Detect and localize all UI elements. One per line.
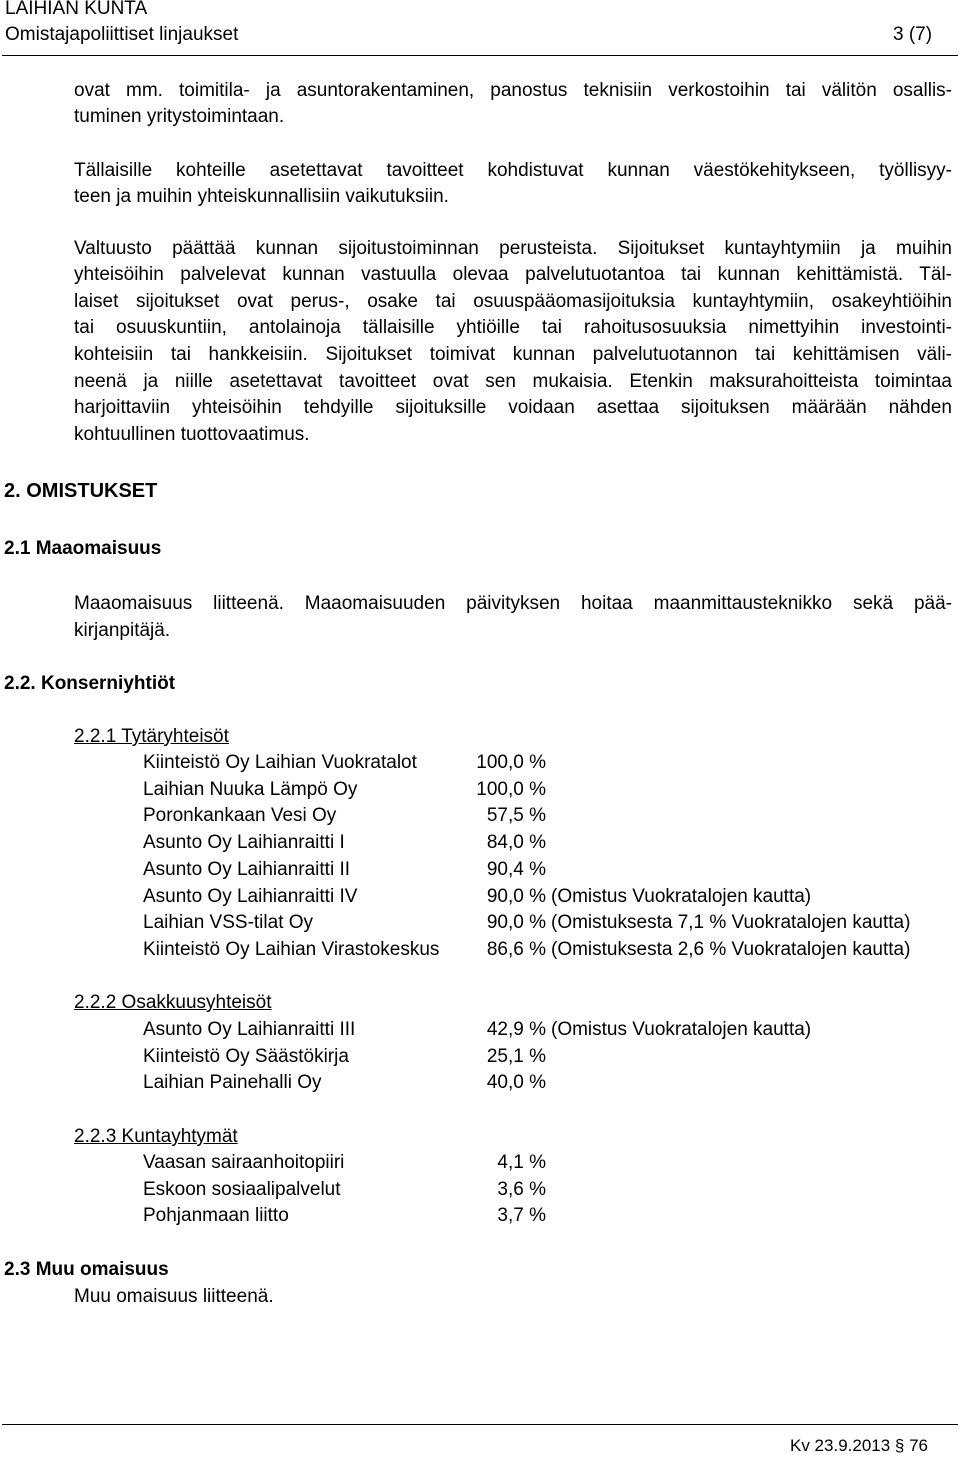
holding-name: Asunto Oy Laihianraitti I <box>143 832 345 854</box>
para3-line-8: kohtuullinen tuottovaatimus. <box>74 424 310 445</box>
document-title: Omistajapoliittiset linjaukset <box>5 24 239 45</box>
section-2-1-line-2: kirjanpitäjä. <box>74 620 171 641</box>
holding-name: Laihian Painehalli Oy <box>143 1072 322 1094</box>
holding-percentage: 90,4 % <box>486 858 546 880</box>
consortia-heading: 2.2.3 Kuntayhtymät <box>74 1126 238 1147</box>
para2-line-2: teen ja muihin yhteiskunnallisiin vaikutuksiin. <box>74 186 449 207</box>
holding-percentage: 3,7 % <box>497 1205 546 1227</box>
holding-note: (Omistus Vuokratalojen kautta) <box>551 1019 812 1040</box>
holding-percentage: 42,9 % <box>486 1019 546 1040</box>
holding-name: Laihian VSS-tilat Oy <box>143 912 314 934</box>
section-2-3-heading: 2.3 Muu omaisuus <box>4 1259 169 1280</box>
holding-percentage: 90,0 % <box>486 912 546 934</box>
holding-percentage: 4,1 % <box>497 1152 546 1173</box>
holding-name: Laihian Nuuka Lämpö Oy <box>143 778 358 800</box>
section-2-1-heading: 2.1 Maaomaisuus <box>4 538 162 559</box>
section-2-heading: 2. OMISTUKSET <box>4 480 158 502</box>
para3-line-4: tai osuuskuntiin, antolainoja tällaisille yhtiöille tai rahoitusosuuksia nimettyihin investointi- <box>74 317 952 338</box>
holding-name: Asunto Oy Laihianraitti IV <box>143 885 358 907</box>
page-number: 3 (7) <box>893 24 933 45</box>
section-2-1-line-1: Maaomaisuus liitteenä. Maaomaisuuden päivityksen hoitaa maanmittausteknikko sekä pää- <box>74 593 952 614</box>
holding-percentage: 3,6 % <box>497 1178 546 1200</box>
para3-line-2: yhteisöihin palvelevat kunnan vastuulla olevaa palvelutuotantoa tai kunnan kehittämistä. Täl- <box>74 264 952 285</box>
subsidiaries-heading: 2.2.1 Tytäryhteisöt <box>74 726 229 747</box>
holding-note: (Omistuksesta 7,1 % Vuokratalojen kautta) <box>551 912 911 934</box>
para3-line-3: laiset sijoitukset ovat perus-, osake tai osuuspääomasijoituksia kuntayhtymiin, osakeyhtiöihin <box>74 291 952 312</box>
holding-percentage: 57,5 % <box>486 805 546 827</box>
holding-percentage: 25,1 % <box>486 1045 546 1067</box>
para3-line-7: harjoittaviin yhteisöihin tehdyille sijoituksille voidaan asettaa sijoituksen määrään nähden <box>74 397 952 418</box>
intro-line-1: ovat mm. toimitila- ja asuntorakentaminen, panostus teknisiin verkostoihin tai välitön osallis- <box>74 80 952 101</box>
section-2-3-text: Muu omaisuus liitteenä. <box>74 1286 274 1307</box>
holding-percentage: 84,0 % <box>486 832 546 854</box>
para3-line-1: Valtuusto päättää kunnan sijoitustoiminnan perusteista. Sijoitukset kuntayhtymiin ja muihin <box>74 238 952 259</box>
footer-note: Kv 23.9.2013 § 76 <box>790 1436 929 1455</box>
holding-percentage: 100,0 % <box>476 752 546 773</box>
holding-name: Kiinteistö Oy Laihian Virastokeskus <box>143 938 440 960</box>
para2-line-1: Tällaisille kohteille asetettavat tavoitteet kohdistuvat kunnan väestökehitykseen, työllisyy- <box>74 160 952 181</box>
holding-name: Asunto Oy Laihianraitti III <box>143 1019 356 1040</box>
organization-name: LAIHIAN KUNTA <box>5 0 148 19</box>
holding-percentage: 90,0 % <box>486 885 546 907</box>
holding-name: Poronkankaan Vesi Oy <box>143 805 337 827</box>
holding-percentage: 86,6 % <box>486 938 546 960</box>
associates-heading: 2.2.2 Osakkuusyhteisöt <box>74 992 272 1013</box>
intro-line-2: tuminen yritystoimintaan. <box>74 106 285 127</box>
holding-name: Vaasan sairaanhoitopiiri <box>143 1152 345 1173</box>
holding-percentage: 100,0 % <box>476 778 546 800</box>
para3-line-5: kohteisiin tai hankkeisiin. Sijoitukset toimivat kunnan palvelutuotannon tai kehittämisen väli- <box>74 344 952 365</box>
holding-note: (Omistus Vuokratalojen kautta) <box>551 885 812 907</box>
holding-name: Asunto Oy Laihianraitti II <box>143 858 350 880</box>
para3-line-6: neenä ja niille asetettavat tavoitteet ovat sen mukaisia. Etenkin maksurahoitteista toimintaa <box>74 371 952 392</box>
header-rule <box>2 55 958 56</box>
footer-rule <box>2 1424 958 1425</box>
holding-percentage: 40,0 % <box>486 1072 546 1094</box>
section-2-2-heading: 2.2. Konserniyhtiöt <box>4 673 176 694</box>
holding-name: Pohjanmaan liitto <box>143 1205 289 1227</box>
holding-name: Eskoon sosiaalipalvelut <box>143 1178 341 1200</box>
holding-note: (Omistuksesta 2,6 % Vuokratalojen kautta) <box>551 938 911 960</box>
holding-name: Kiinteistö Oy Laihian Vuokratalot <box>143 752 417 773</box>
holding-name: Kiinteistö Oy Säästökirja <box>143 1045 349 1067</box>
